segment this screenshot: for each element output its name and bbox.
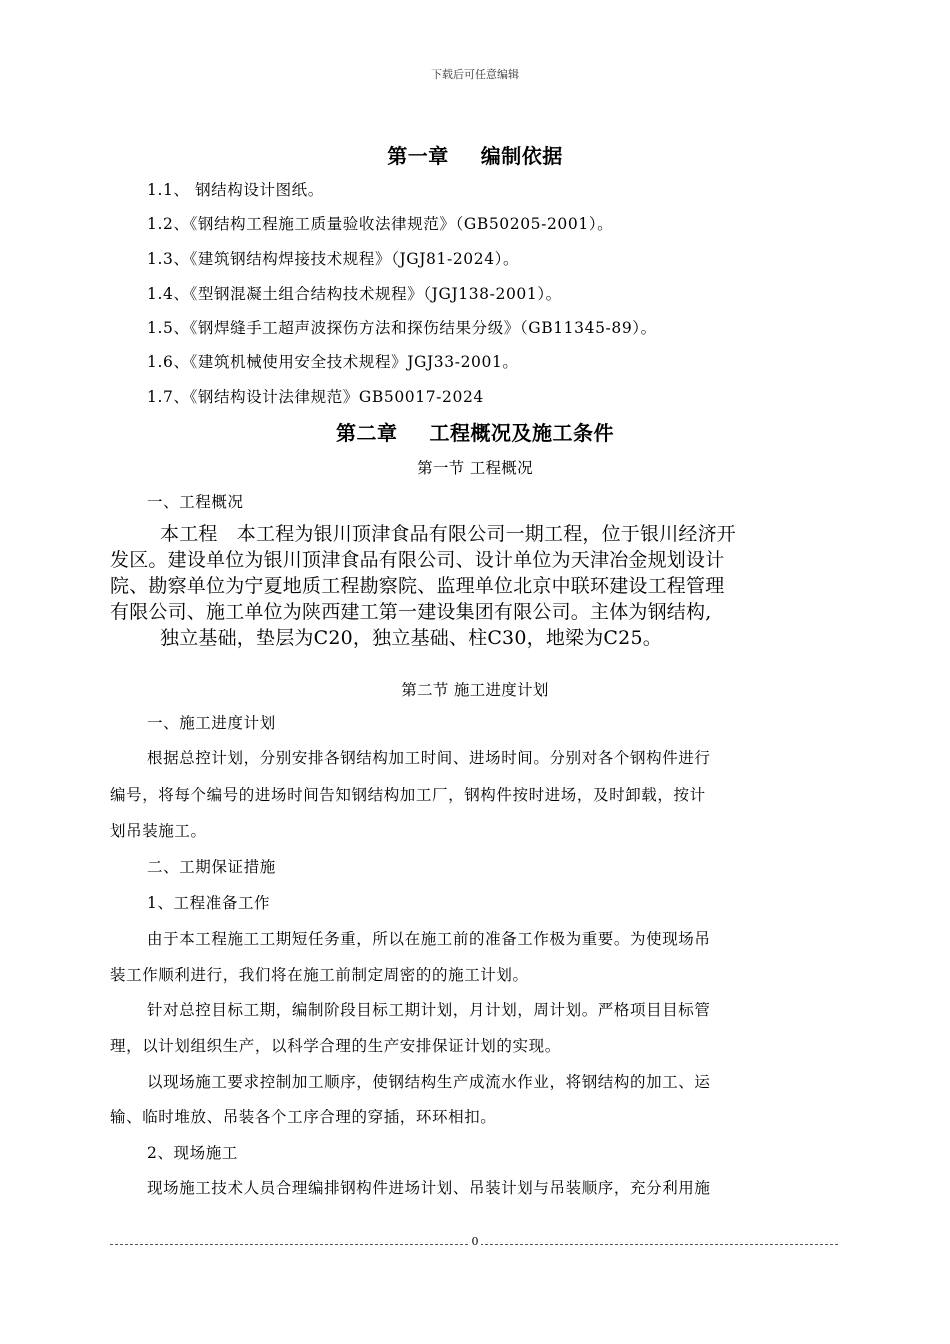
overview-line: 独立基础，垫层为C20，独立基础、柱C30，地梁为C25。 (160, 627, 662, 649)
chapter2-label: 第二章 (336, 421, 398, 445)
item2-heading: 2、现场施工 (147, 1144, 238, 1162)
overview-line: 发区。建设单位为银川顶津食品有限公司、设计单位为天津冶金规划设计 (110, 549, 725, 571)
chapter1-label: 第一章 (387, 144, 449, 168)
item1-heading: 1、工程准备工作 (147, 894, 271, 912)
section1-title: 第一节 工程概况 (417, 459, 533, 477)
basis-item: 1.7、《钢结构设计法律规范》GB50017-2024 (147, 388, 484, 406)
basis-item: 1.6、《建筑机械使用安全技术规程》JGJ33-2001。 (147, 353, 519, 371)
prep-line: 输、临时堆放、吊装各个工序合理的穿插，环环相扣。 (110, 1108, 497, 1126)
overview-line: 有限公司、施工单位为陕西建工第一建设集团有限公司。主体为钢结构, (110, 601, 712, 623)
page-number (0, 1235, 950, 1248)
prep-line: 装工作顺利进行，我们将在施工前制定周密的的施工计划。 (110, 966, 529, 984)
basis-item: 1.1、 钢结构设计图纸。 (147, 181, 324, 199)
prep-line: 针对总控目标工期，编制阶段目标工期计划，月计划，周计划。严格项目目标管 (147, 1001, 711, 1019)
site-line: 现场施工技术人员合理编排钢构件进场计划、吊装计划与吊装顺序，充分利用施 (147, 1179, 711, 1197)
chapter2-heading (0, 417, 950, 446)
plan-line: 划吊装施工。 (110, 822, 207, 840)
overview-line: 院、勘察单位为宁夏地质工程勘察院、监理单位北京中联环建设工程管理 (110, 575, 725, 597)
basis-item: 1.3、《建筑钢结构焊接技术规程》（JGJ81-2024）。 (147, 250, 520, 268)
basis-item: 1.2、《钢结构工程施工质量验收法律规范》（GB50205-2001）。 (147, 215, 614, 233)
section2-title: 第二节 施工进度计划 (401, 681, 549, 699)
section2-subhead1: 一、施工进度计划 (147, 714, 276, 732)
prep-line: 由于本工程施工工期短任务重，所以在施工前的准备工作极为重要。为使现场吊 (147, 930, 711, 948)
prep-line: 理，以计划组织生产，以科学合理的生产安排保证计划的实现。 (110, 1037, 561, 1055)
page-header: 下载后可任意编辑 (431, 68, 519, 81)
chapter1-heading (0, 140, 950, 169)
prep-line: 以现场施工要求控制加工顺序，使钢结构生产成流水作业，将钢结构的加工、运 (147, 1073, 711, 1091)
plan-line: 根据总控计划，分别安排各钢结构加工时间、进场时间。分别对各个钢构件进行 (147, 749, 711, 767)
plan-line: 编号，将每个编号的进场时间告知钢结构加工厂，钢构件按时进场，及时卸载，按计 (110, 786, 706, 804)
chapter2-title: 工程概况及施工条件 (429, 421, 614, 445)
section2-subhead2: 二、工期保证措施 (147, 858, 276, 876)
basis-item: 1.4、《型钢混凝土组合结构技术规程》（JGJ138-2001）。 (147, 285, 562, 303)
overview-line: 本工程 本工程为银川顶津食品有限公司一期工程，位于银川经济开 (160, 523, 737, 545)
section1-subhead: 一、工程概况 (147, 493, 244, 511)
page-number-text: 0 (471, 1235, 479, 1248)
chapter1-title: 编制依据 (480, 144, 563, 168)
basis-item: 1.5、《钢焊缝手工超声波探伤方法和探伤结果分级》（GB11345-89）。 (147, 319, 657, 337)
